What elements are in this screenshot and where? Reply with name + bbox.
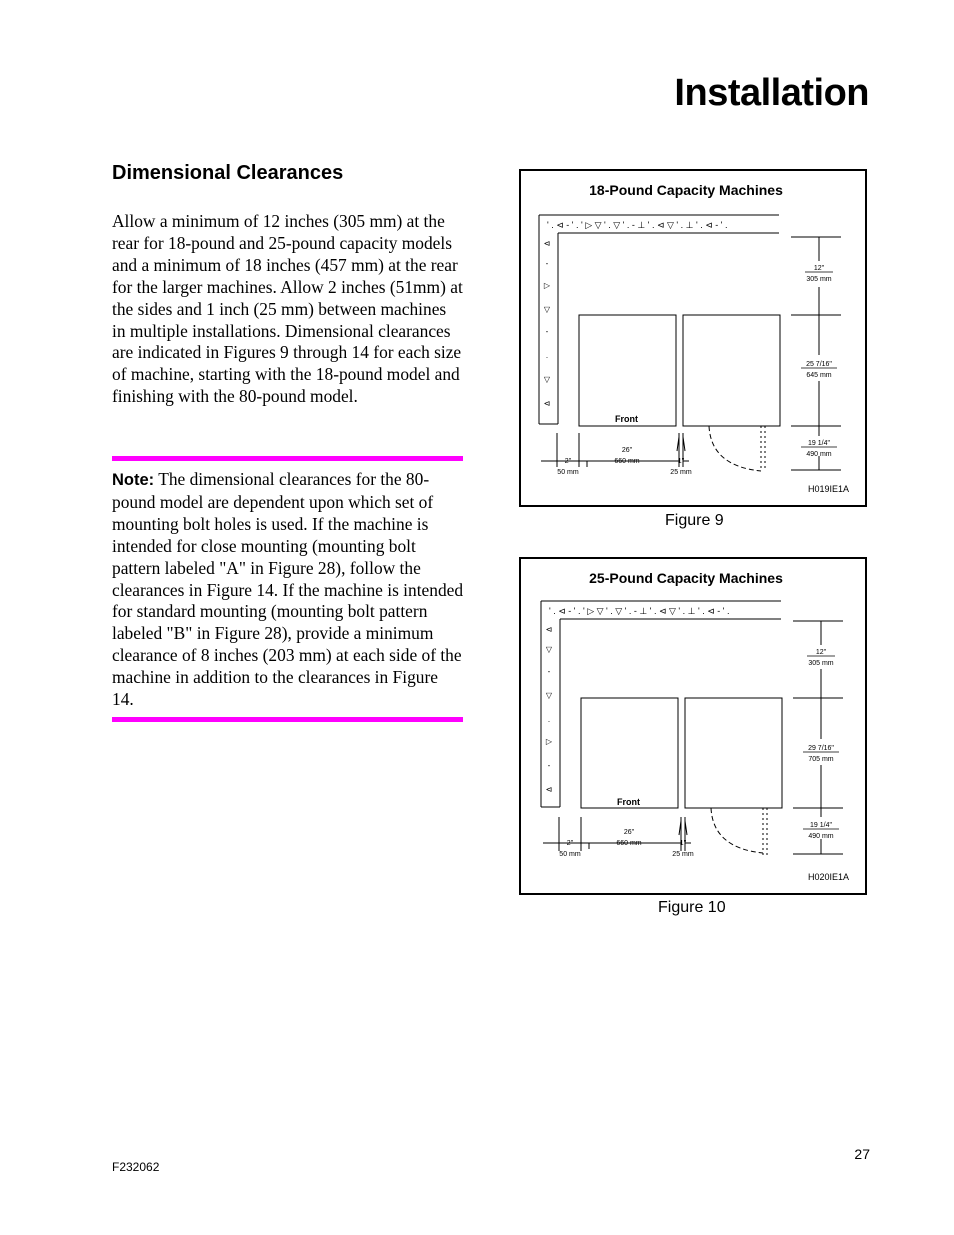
- svg-text:-: -: [547, 667, 551, 676]
- document-code: F232062: [112, 1160, 160, 1174]
- figure-10-box: [519, 557, 867, 895]
- figure-9-gap-in: 1": [677, 458, 685, 465]
- figure-9-rear-mm: 305 mm: [806, 276, 832, 283]
- figure-10-depth-mm: 705 mm: [808, 756, 834, 763]
- figure-9-title: 18-Pound Capacity Machines: [589, 182, 783, 198]
- figure-10-door-in: 19 1/4": [810, 822, 832, 829]
- svg-text:-: -: [545, 259, 549, 268]
- figure-9-side-in: 2": [564, 458, 572, 465]
- svg-text:⊲: ⊲: [543, 239, 551, 248]
- figure-9-caption: Figure 9: [665, 512, 724, 529]
- svg-text:' . ⊲ - ' . ' ▷ ▽ ' . ▽ ' . -: ' . ⊲ - ' . ' ▷ ▽ ' . ▽ ' . - ⊥ ' . ⊲ ▽ ' . ⊥ ' . ⊲ - ' .: [549, 606, 730, 616]
- figure-10-width-mm: 660 mm: [616, 840, 642, 847]
- svg-text:-: -: [547, 761, 551, 770]
- note-top-rule: [112, 456, 463, 461]
- figure-9-rear-in: 12": [813, 265, 825, 272]
- figure-10-caption: Figure 10: [658, 899, 726, 916]
- figure-10-rear-mm: 305 mm: [808, 660, 834, 667]
- figure-10-door-mm: 490 mm: [808, 833, 834, 840]
- page-number: 27: [854, 1146, 870, 1162]
- note-text: The dimensional clearances for the 80-pound model are dependent upon which set of mounting bolt holes is used. If the machine is intended for close mounting (mounting bolt pattern labeled "A" in Figure 28), follow the clearances in Figure 14. If the machine is intended for standard mounting (mounting bolt pattern labeled "B" in Figure 28), provide a minimum clearance of 8 inches (203 mm) at each side of the machine in addition to the clearances in Figure 14.: [112, 469, 464, 710]
- figure-9-diagram: [521, 171, 865, 505]
- figure-9-depth-mm: 645 mm: [806, 372, 832, 379]
- svg-text:▷: ▷: [543, 281, 551, 290]
- svg-text:' . ⊲ - ' . ' ▷ ▽ ' . ▽ ' . -: ' . ⊲ - ' . ' ▷ ▽ ' . ▽ ' . - ⊥ ' . ⊲ ▽ ' . ⊥ ' . ⊲ - ' .: [547, 220, 728, 230]
- svg-text:⊲: ⊲: [545, 785, 553, 794]
- figure-10-side-mm: 50 mm: [559, 851, 581, 858]
- figure-9-side-mm: 50 mm: [557, 469, 579, 476]
- svg-text:⊲: ⊲: [543, 399, 551, 408]
- note-paragraph: [112, 469, 464, 711]
- figure-9-gap-mm: 25 mm: [670, 469, 692, 476]
- figure-10-title: 25-Pound Capacity Machines: [589, 570, 783, 586]
- figure-9-width-mm: 660 mm: [614, 458, 640, 465]
- figure-9-front-label: Front: [615, 414, 638, 424]
- figure-9-door-mm: 490 mm: [806, 451, 832, 458]
- svg-text:▽: ▽: [543, 305, 551, 314]
- svg-text:▽: ▽: [545, 691, 553, 700]
- note-label: Note:: [112, 471, 155, 489]
- figure-10-diagram: [521, 559, 865, 893]
- figure-10-rear-in: 12": [815, 649, 827, 656]
- svg-text:▽: ▽: [543, 375, 551, 384]
- figure-9-box: [519, 169, 867, 507]
- clearance-paragraph: Allow a minimum of 12 inches (305 mm) at the rear for 18-pound and 25-pound capacity models and a minimum of 18 inches (457 mm) at the rear for the larger machines. Allow 2 inches (51mm) at the sides and 1 inch (25 mm) between machines in multiple installations. Dimensional clearances are indicated in Figures 9 through 14 for each size of machine, starting with the 18-pound model and finishing with the 80-pound model.: [112, 211, 463, 407]
- figure-9-door-in: 19 1/4": [808, 440, 830, 447]
- figure-10-gap-in: 1": [679, 840, 687, 847]
- figure-9-depth-in: 25 7/16": [806, 361, 832, 368]
- figure-10-front-label: Front: [617, 797, 640, 807]
- svg-text:⊲: ⊲: [545, 625, 553, 634]
- figure-10-gap-mm: 25 mm: [672, 851, 694, 858]
- figure-10-depth-in: 29 7/16": [808, 745, 834, 752]
- figure-10-width-in: 26": [623, 829, 635, 836]
- svg-text:▷: ▷: [545, 737, 553, 746]
- figure-10-code: H020IE1A: [807, 872, 849, 882]
- page-title: Installation: [674, 72, 869, 114]
- figure-10-side-in: 2": [566, 840, 574, 847]
- svg-text:.: .: [547, 715, 551, 724]
- section-heading: Dimensional Clearances: [112, 162, 344, 184]
- note-bottom-rule: [112, 717, 463, 722]
- svg-text:-: -: [545, 327, 549, 336]
- figure-9-code: H019IE1A: [807, 484, 849, 494]
- svg-text:.: .: [545, 351, 549, 360]
- svg-text:▽: ▽: [545, 645, 553, 654]
- figure-9-width-in: 26": [621, 447, 633, 454]
